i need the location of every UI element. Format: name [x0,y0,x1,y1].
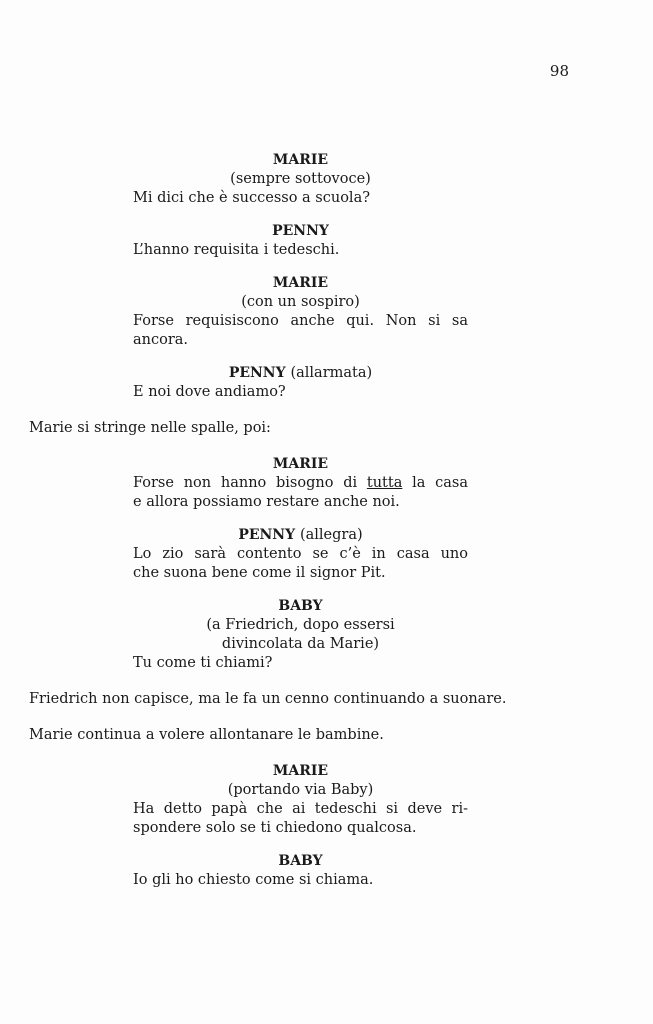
speaker-name: MARIE [272,152,329,168]
dialogue-line: Tu come ti chiami? [133,655,273,671]
dialogue-line: Ha detto papà che ai tedeschi si deve ri- [133,801,468,817]
narrative-text: Friedrich non capisce, ma le fa un cenno continuando a suonare. [29,691,507,707]
dialogue-line [133,474,468,493]
dialogue-line: Forse requisiscono anche qui. Non si sa [133,313,468,329]
speaker-name: PENNY [272,223,329,239]
stage-direction: (allegra) [299,527,363,543]
dialogue-text: la casa [402,475,469,491]
stage-direction: (allarmata) [290,365,373,381]
dialogue-line: Mi dici che è successo a scuola? [133,190,370,206]
speaker-name: BABY [278,853,323,869]
speaker-name: BABY [278,598,323,614]
stage-direction: (a Friedrich, dopo essersi [206,617,395,633]
page-number: 98 [549,62,569,80]
stage-direction: (sempre sottovoce) [230,171,371,187]
speaker-name: PENNY [228,365,286,381]
script-body [0,151,653,890]
dialogue-line: e allora possiamo restare anche noi. [133,494,400,510]
speaker-with-direction [133,526,468,545]
dialogue-line: Lo zio sarà contento se c’è in casa uno [133,546,468,562]
dialogue-line: che suona bene come il signor Pit. [133,565,386,581]
stage-direction: (portando via Baby) [227,782,374,798]
stage-direction: (con un sospiro) [241,294,360,310]
speaker-name: MARIE [272,275,329,291]
stage-direction: divincolata da Marie) [221,636,380,652]
dialogue-line: Io gli ho chiesto come si chiama. [133,872,374,888]
narrative-text: Marie si stringe nelle spalle, poi: [29,420,271,436]
dialogue-text: Forse non hanno bisogno di [133,475,367,491]
dialogue-line: spondere solo se ti chiedono qualcosa. [133,820,417,836]
speaker-name: MARIE [272,763,329,779]
dialogue-line: E noi dove andiamo? [133,384,286,400]
dialogue-line: L’hanno requisita i tedeschi. [133,242,340,258]
dialogue-line: ancora. [133,332,189,348]
speaker-name: MARIE [272,456,329,472]
speaker-with-direction [133,364,468,383]
narrative-text: Marie continua a volere allontanare le bambine. [29,727,384,743]
speaker-name: PENNY [238,527,296,543]
underlined-word: tutta [366,475,403,491]
